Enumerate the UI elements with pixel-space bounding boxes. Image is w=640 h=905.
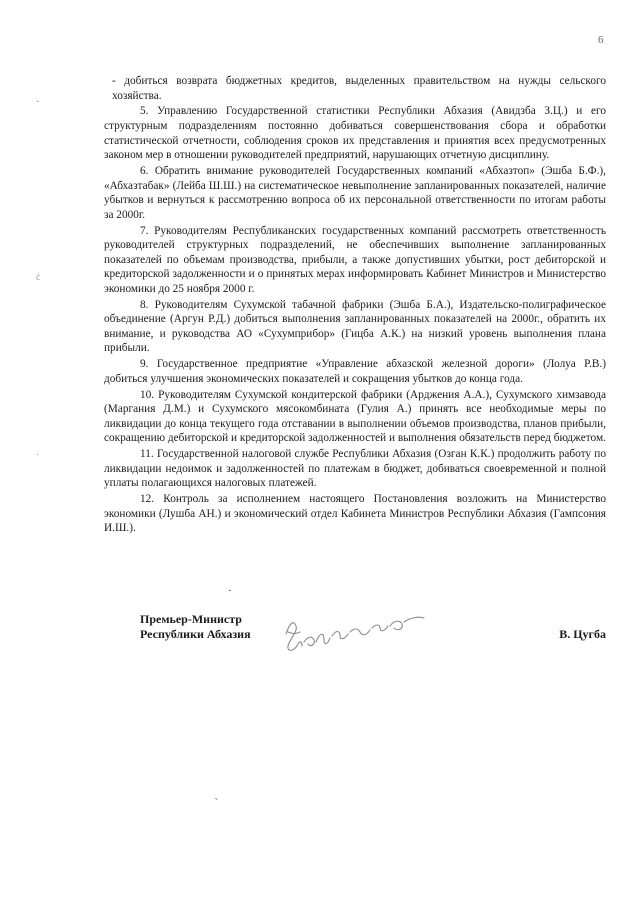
handwritten-signature [280,612,430,660]
paragraph-11: 11. Государственной налоговой службе Республики Абхазия (Озган К.К.) продолжить работу по ликвидации недоимок и задолженностей по платежам в бюджет, добиваться своевременной и полной уплаты полагающихся налоговых платежей. [104,448,606,490]
paragraph-7: 7. Руководителям Республиканских государственных компаний рассмотреть ответственность руководителей структурных подразделений, не обеспечивших выполнение запланированных показателей по объемам производства, прибыли, а также допустивших убытки, рост дебиторской и кредиторской задолженности и о принятых мерах информировать Кабинет Министров и Министерство экономики до 25 ноября 2000 г. [104,224,606,295]
paragraph-12: 12. Контроль за исполнением настоящего Постановления возложить на Министерство экономики (Лушба АН.) и экономический отдел Кабинета Министров Республики Абхазия (Гампсония И.Ш.). [104,493,606,535]
signatory-name: В. Цугба [559,627,606,641]
paragraph-6: 6. Обратить внимание руководителей Государственных компаний «Абхазтоп» (Эшба Б.Ф.), «Абхазтабак» (Лейба Ш.Ш.) на систематическое невыполнение запланированных показателей, наличие убытков и вернуться к рассмотрению вопроса об их персональной ответственности по итогам работы за 2000г. [104,164,606,221]
signatory-title-line2: Республики Абхазия [140,627,251,641]
paragraph-10: 10. Руководителям Сухумской кондитерской фабрики (Арджения А.А.), Сухумского химзавода (Маргания Д.М.) и Сухумского мясокомбината (Гулия А.) принять все необходимые меры по ликвидации до конца текущего года отставании в выполнении объемов производства, планов прибыли, сокращению дебиторской и кредиторской задолженностей и выполнения обязательств перед бюджетом. [104,388,606,445]
signatory-title-line1: Премьер-Министр [140,612,242,626]
paragraph-9: 9. Государственное предприятие «Управление абхазской железной дороги» (Лолуа Р.В.) добиться улучшения экономических показателей и сокращения убытков до конца года. [104,358,606,385]
margin-scan-mark: ˙ [36,453,40,464]
signature-block [140,612,606,672]
paragraph-8: 8. Руководителям Сухумской табачной фабрики (Эшба Б.А.), Издательско-полиграфическое объединение (Аргун Р.Д.) добиться выполнения запланированных показателей на 2000г., обратить их внимание, и руководства АО «Сухумприбор» (Гицба А.К.) на низкий уровень выполнения плана прибыли. [104,298,606,355]
scan-mark: ˎ [214,786,219,801]
page-number: 6 [598,34,604,46]
margin-scan-mark: ˇ [36,100,40,111]
margin-scan-mark: ċ [36,272,41,283]
document-body [104,74,606,537]
paragraph-bullet: - добиться возврата бюджетных кредитов, выделенных правительством на нужды сельского хозяйства. [112,75,606,102]
paragraph-5: 5. Управлению Государственной статистики Республики Абхазия (Авидзба З.Ц.) и его структурным подразделениям постоянно добиваться совершенствования сбора и обработки статистической отчетности, соблюдения сроков их представления и принятия всех предусмотренных законом мер в отношении руководителей предприятий, нарушающих отчетную дисциплину. [104,105,606,162]
stray-dot: · [228,585,232,597]
